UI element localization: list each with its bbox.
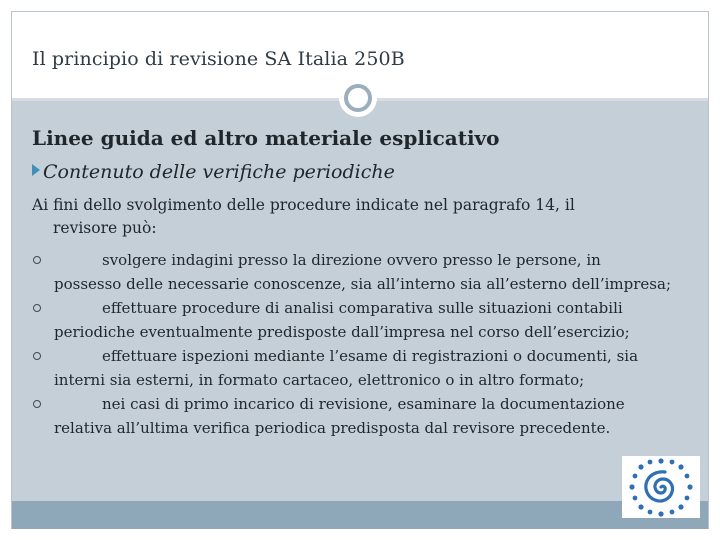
spiral-sun-logo [622,456,700,518]
procedure-list [32,248,692,440]
list-item-line-1: nei casi di primo incarico di revisione, esaminare la documentazione [102,395,625,413]
hollow-circle-bullet-icon [33,304,41,312]
hollow-circle-bullet-icon [33,352,41,360]
list-item-line-2: periodiche eventualmente predisposte dall’impresa nel corso dell’esercizio; [54,323,630,341]
list-item-line-2: interni sia esterni, in formato cartaceo, elettronico o in altro formato; [54,371,585,389]
list-item-line-1: effettuare procedure di analisi comparativa sulle situazioni contabili [102,299,623,317]
list-item [32,392,692,440]
list-item-line-2: possesso delle necessarie conoscenze, sia all’interno sia all’esterno dell’impresa; [54,275,671,293]
triangle-bullet-icon [32,164,40,176]
intro-line-2: revisore può: [53,219,157,237]
list-item-line-2: relativa all’ultima verifica periodica predisposta dal revisore precedente. [54,419,611,437]
intro-paragraph [32,194,672,240]
list-item [32,344,692,392]
hollow-circle-bullet-icon [33,400,41,408]
subheading-text: Contenuto delle verifiche periodiche [43,161,395,183]
hollow-circle-bullet-icon [33,256,41,264]
ring-icon [339,79,377,117]
list-item-line-1: effettuare ispezioni mediante l’esame di registrazioni o documenti, sia [102,347,639,365]
bottom-bar [12,501,708,529]
intro-line-1: Ai fini dello svolgimento delle procedure indicate nel paragrafo 14, il [32,196,575,214]
list-item [32,248,692,296]
section-heading: Linee guida ed altro materiale esplicativo [32,126,500,150]
slide-title: Il principio di revisione SA Italia 250B [32,48,405,70]
subheading [32,161,395,183]
spiral-sun-icon [622,456,700,518]
list-item [32,296,692,344]
list-item-line-1: svolgere indagini presso la direzione ovvero presso le persone, in [102,251,601,269]
